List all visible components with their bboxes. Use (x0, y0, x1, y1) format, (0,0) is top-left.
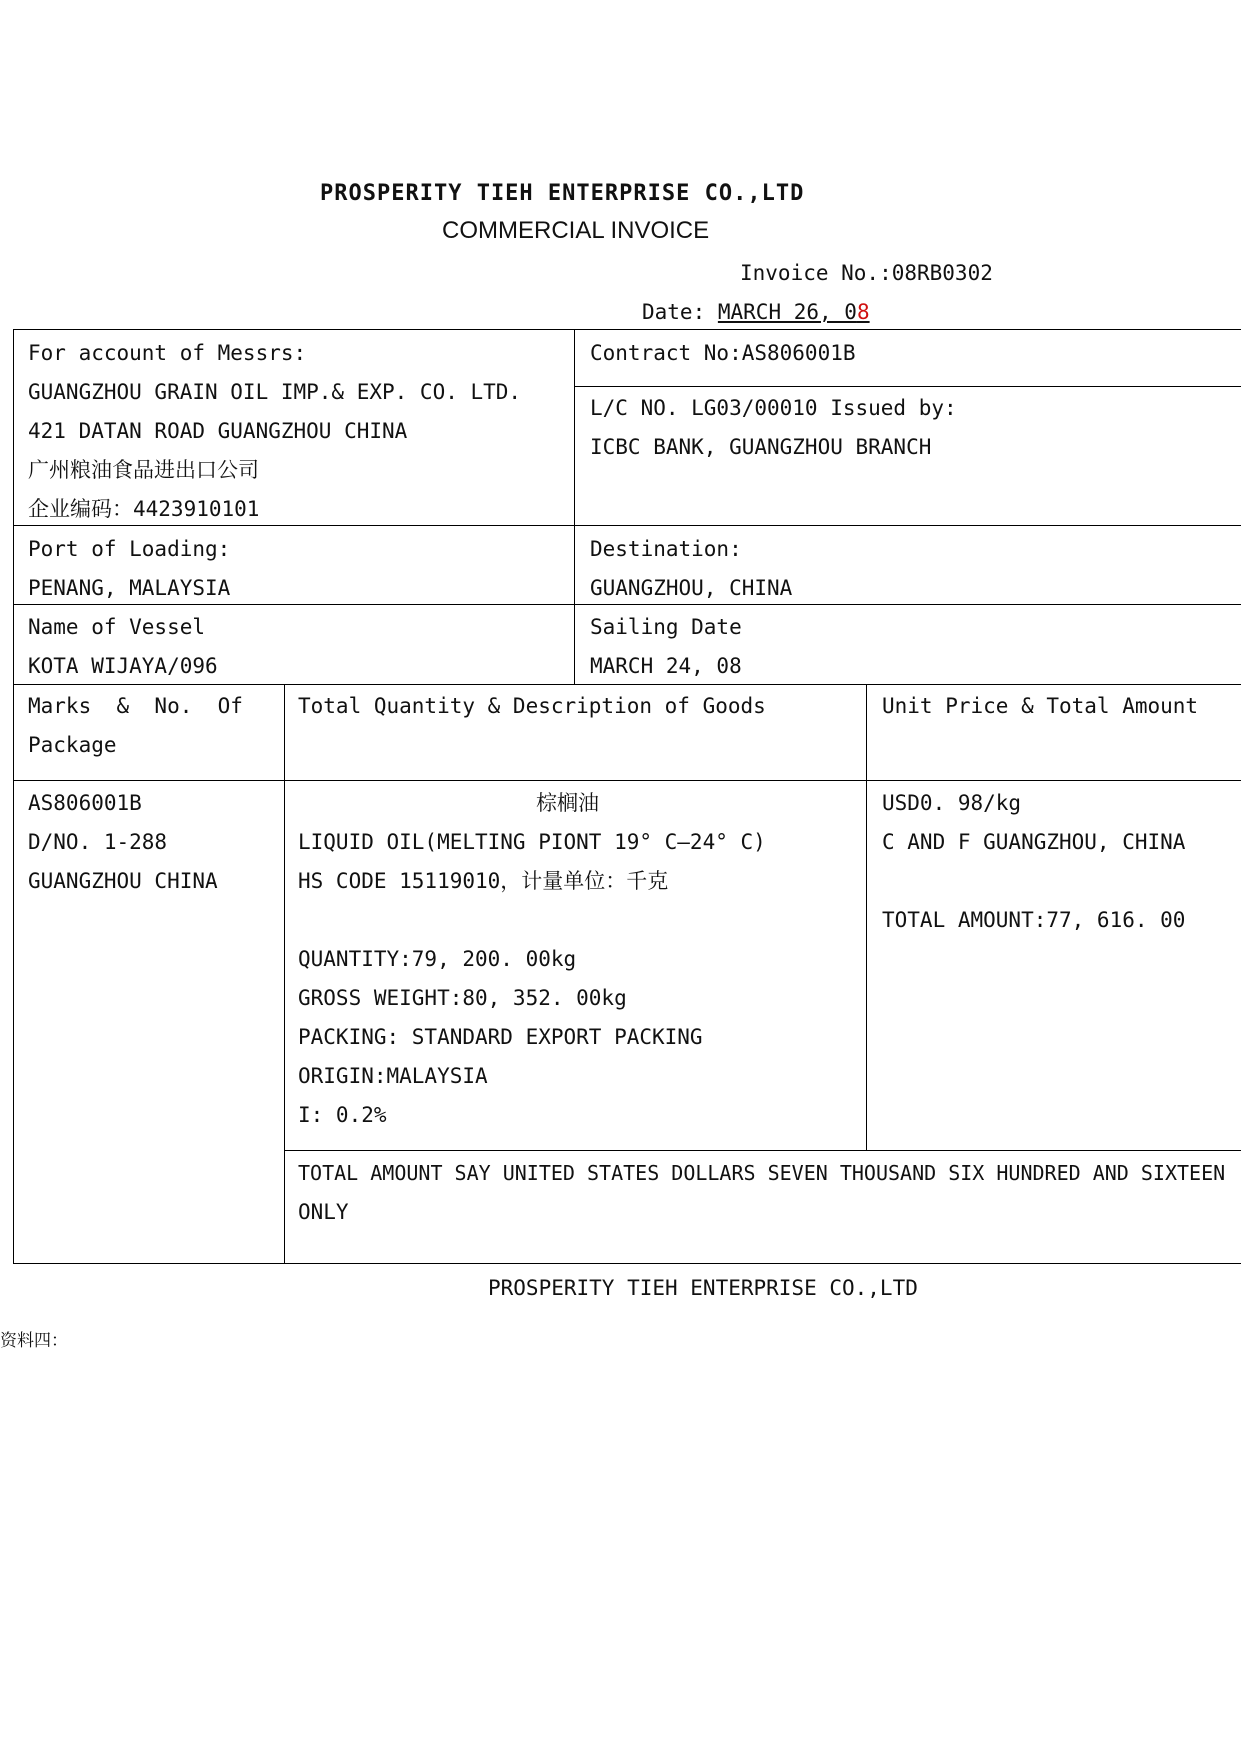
port-of-loading-value: PENANG, MALAYSIA (28, 576, 231, 600)
footer-note: 资料四： (0, 1331, 68, 1350)
table-line (13, 604, 1241, 605)
unit-price: USD0. 98/kg (882, 791, 1022, 815)
document-title: COMMERCIAL INVOICE (442, 217, 710, 244)
goods-origin: ORIGIN:MALAYSIA (298, 1064, 488, 1088)
amount-in-words-line2: ONLY (298, 1200, 349, 1224)
table-divider (284, 684, 285, 1264)
buyer-name: GUANGZHOU GRAIN OIL IMP.& EXP. CO. LTD. (28, 380, 522, 404)
goods-i-value: I: 0.2% (298, 1103, 387, 1127)
invoice-date (642, 300, 870, 324)
table-divider (574, 329, 575, 685)
table-divider (866, 684, 867, 1151)
table-border-left (13, 329, 14, 1264)
company-name: PROSPERITY TIEH ENTERPRISE CO.,LTD (320, 181, 805, 206)
marks-header-line2: Package (28, 733, 117, 757)
marks-line: AS806001B (28, 791, 142, 815)
vessel-label: Name of Vessel (28, 615, 206, 639)
sailing-date-value: MARCH 24, 08 (590, 654, 742, 678)
total-amount: TOTAL AMOUNT:77, 616. 00 (882, 908, 1186, 932)
lc-number: L/C NO. LG03/00010 Issued by: (590, 396, 957, 420)
date-value: MARCH 26, 08 (717, 300, 870, 324)
goods-hs-code: HS CODE 15119010，计量单位：千克 (298, 869, 669, 893)
destination-label: Destination: (590, 537, 742, 561)
sailing-date-label: Sailing Date (590, 615, 742, 639)
table-line (13, 684, 1241, 685)
table-border-bottom (13, 1263, 1241, 1264)
table-line (284, 1150, 1241, 1151)
issuing-bank: ICBC BANK, GUANGZHOU BRANCH (590, 435, 932, 459)
goods-quantity: QUANTITY:79, 200. 00kg (298, 947, 577, 971)
buyer-address: 421 DATAN ROAD GUANGZHOU CHINA (28, 419, 408, 443)
destination-value: GUANGZHOU, CHINA (590, 576, 793, 600)
table-line (13, 525, 1241, 526)
amount-in-words: TOTAL AMOUNT SAY UNITED STATES DOLLARS SEVEN THOUSAND SIX HUNDRED AND SIXTEEN (298, 1161, 1226, 1185)
footer-company: PROSPERITY TIEH ENTERPRISE CO.,LTD (488, 1276, 918, 1300)
buyer-code: 企业编码：4423910101 (28, 497, 260, 521)
date-label: Date: (642, 300, 706, 324)
marks-line: D/NO. 1-288 (28, 830, 168, 854)
goods-name-cn: 棕榈油 (536, 791, 599, 815)
goods-gross-weight: GROSS WEIGHT:80, 352. 00kg (298, 986, 627, 1010)
port-of-loading-label: Port of Loading: (28, 537, 231, 561)
marks-header: Marks & No. Of (28, 694, 243, 718)
price-header: Unit Price & Total Amount (882, 694, 1199, 718)
buyer-name-cn: 广州粮油食品进出口公司 (28, 458, 259, 482)
trade-terms: C AND F GUANGZHOU, CHINA (882, 830, 1186, 854)
goods-packing: PACKING: STANDARD EXPORT PACKING (298, 1025, 703, 1049)
marks-line: GUANGZHOU CHINA (28, 869, 218, 893)
invoice-number: Invoice No.:08RB0302 (740, 261, 993, 285)
contract-number: Contract No:AS806001B (590, 341, 856, 365)
goods-description: LIQUID OIL(MELTING PIONT 19° C—24° C) (298, 830, 766, 854)
table-line (574, 386, 1241, 387)
buyer-label: For account of Messrs: (28, 341, 307, 365)
vessel-value: KOTA WIJAYA/096 (28, 654, 218, 678)
amount-words-clip (298, 1161, 1241, 1187)
goods-header: Total Quantity & Description of Goods (298, 694, 766, 718)
table-line (13, 780, 1241, 781)
table-border-top (13, 329, 1241, 330)
